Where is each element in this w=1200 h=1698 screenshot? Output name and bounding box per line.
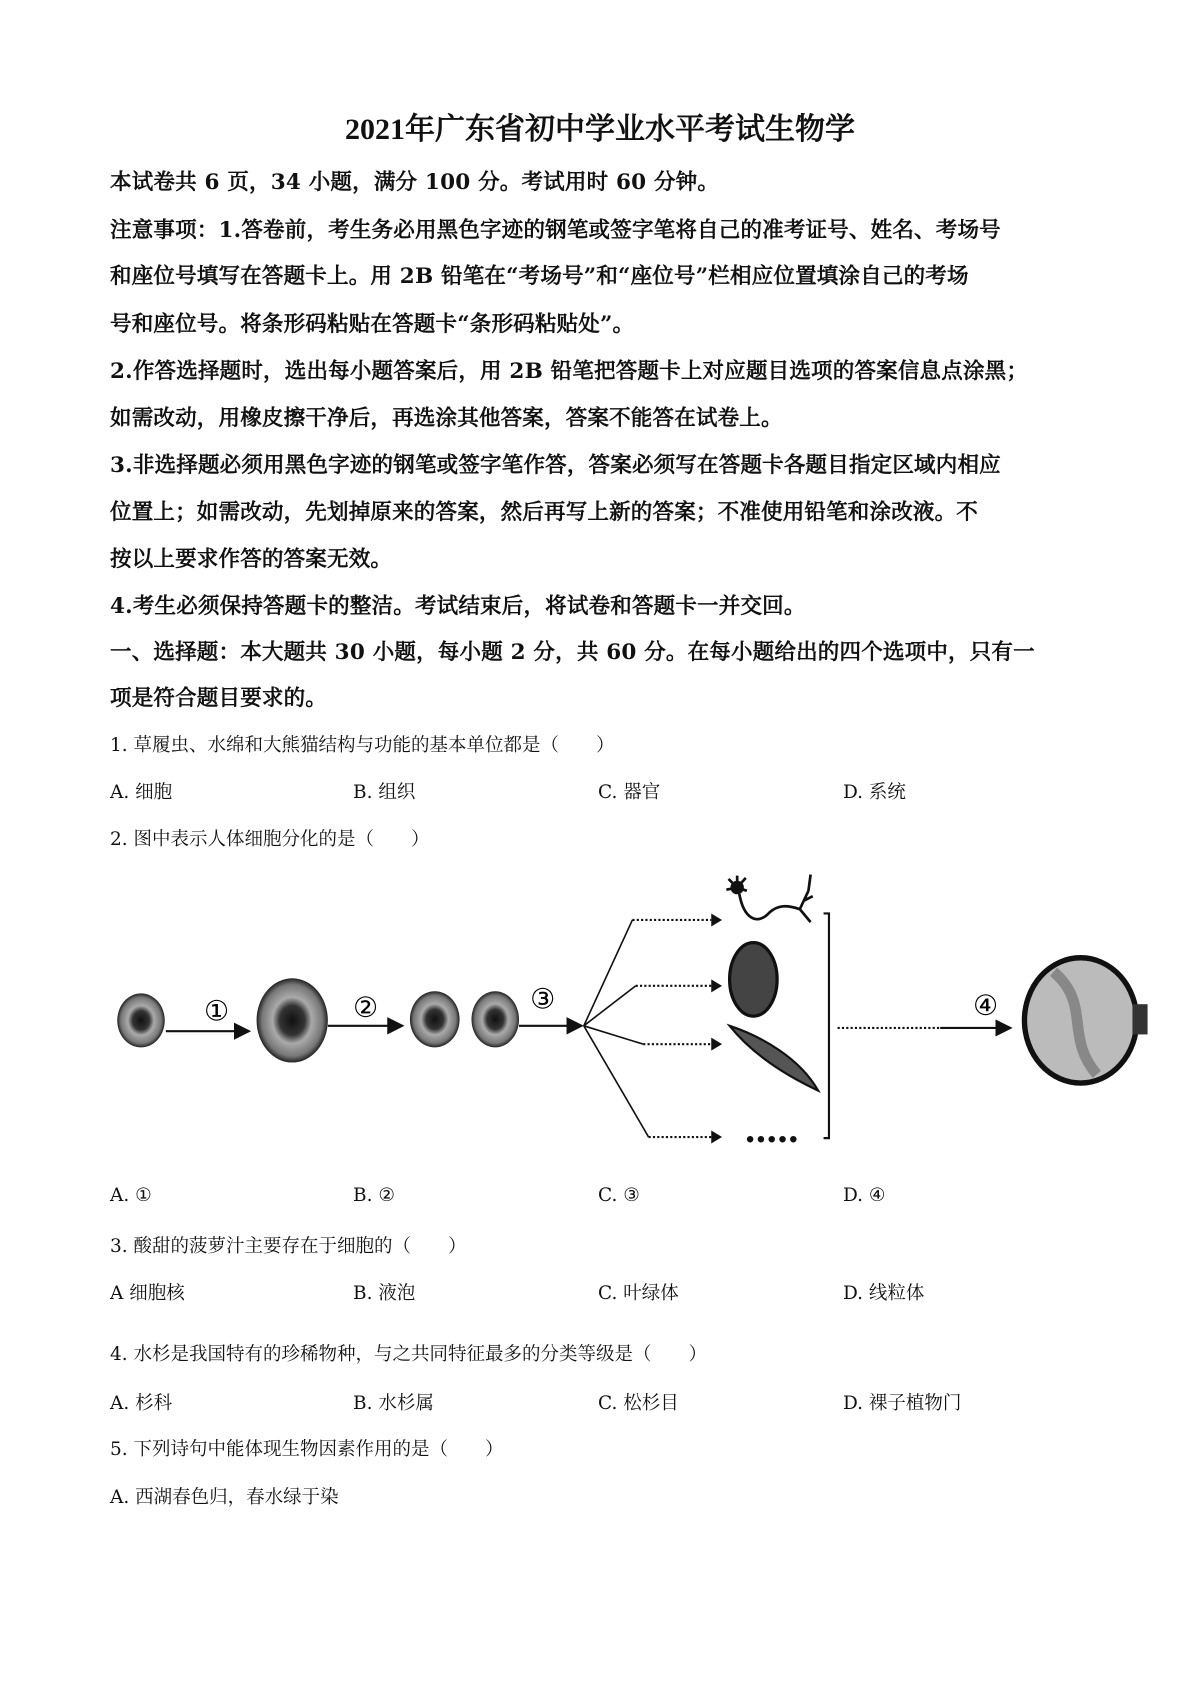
- option-d: D. 线粒体: [843, 1283, 925, 1304]
- option-a: A. 杉科: [110, 1393, 173, 1414]
- option-c: C. ③: [598, 1185, 640, 1206]
- option-b: B. 水杉属: [353, 1393, 434, 1414]
- option-b: B. ②: [353, 1185, 395, 1206]
- note-line: 注意事项：1.答卷前，考生务必用黑色字迹的钢笔或签字笔将自己的准考证号、姓名、考场号: [110, 218, 1001, 243]
- note-line: 如需改动，用橡皮擦干净后，再选涂其他答案，答案不能答在试卷上。: [110, 406, 783, 431]
- note-line: 位置上；如需改动，先划掉原来的答案，然后再写上新的答案；不准使用铅笔和涂改液。不: [110, 500, 979, 525]
- eyeball-icon: [1024, 958, 1147, 1083]
- section-heading: 一、选择题：本大题共 30 小题，每小题 2 分，共 60 分。在每小题给出的四个选项中，只有一: [110, 640, 1035, 665]
- label-3: ③: [530, 982, 556, 1016]
- question-2-stem: 2. 图中表示人体细胞分化的是（ ）: [110, 829, 430, 850]
- label-2: ②: [353, 991, 379, 1025]
- note-line: 3.非选择题必须用黑色字迹的钢笔或签字笔作答，答案必须写在答题卡各题目指定区域内相应: [110, 453, 1001, 478]
- label-1: ①: [204, 994, 230, 1028]
- option-b: B. 组织: [353, 782, 416, 803]
- option-d: D. 系统: [843, 782, 906, 803]
- option-a: A 细胞核: [110, 1283, 185, 1304]
- question-5-stem: 5. 下列诗句中能体现生物因素作用的是（ ）: [110, 1439, 504, 1460]
- option-d: D. 裸子植物门: [843, 1393, 962, 1414]
- section-heading: 项是符合题目要求的。: [110, 686, 328, 711]
- exam-intro: 本试卷共 6 页，34 小题，满分 100 分。考试用时 60 分钟。: [110, 170, 720, 195]
- option-c: C. 叶绿体: [598, 1283, 679, 1304]
- page-title: 2021年广东省初中学业水平考试生物学: [345, 113, 855, 146]
- option-d: D. ④: [843, 1185, 886, 1206]
- option-b: B. 液泡: [353, 1283, 416, 1304]
- option-c: C. 器官: [598, 782, 661, 803]
- stem-cell: [117, 993, 165, 1047]
- cell-differentiation-figure: [0, 853, 1200, 1177]
- question-1-stem: 1. 草履虫、水绵和大熊猫结构与功能的基本单位都是（ ）: [110, 735, 615, 756]
- label-4: ④: [972, 989, 999, 1022]
- option-a: A. 西湖春色归，春水绿于染: [110, 1487, 339, 1508]
- option-c: C. 松杉目: [598, 1393, 679, 1414]
- muscle-cell-icon: [730, 1026, 819, 1091]
- blood-cell-icon: [730, 943, 778, 1016]
- option-a: A. ①: [110, 1185, 152, 1206]
- note-line: 2.作答选择题时，选出每小题答案后，用 2B 铅笔把答题卡上对应题目选项的答案信息点涂黑；: [110, 359, 1029, 384]
- option-a: A. 细胞: [110, 782, 173, 803]
- daughter-cell: [471, 991, 519, 1047]
- enlarged-cell: [257, 978, 328, 1062]
- ellipsis-dots: [747, 1136, 797, 1142]
- note-line: 按以上要求作答的答案无效。: [110, 547, 393, 572]
- note-line: 和座位号填写在答题卡上。用 2B 铅笔在“考场号”和“座位号”栏相应位置填涂自己的考场: [110, 264, 969, 289]
- note-line: 4.考生必须保持答题卡的整洁。考试结束后，将试卷和答题卡一并交回。: [110, 594, 806, 619]
- question-4-stem: 4. 水杉是我国特有的珍稀物种，与之共同特征最多的分类等级是（ ）: [110, 1344, 708, 1365]
- note-line: 号和座位号。将条形码粘贴在答题卡“条形码粘贴处”。: [110, 312, 635, 337]
- neuron-icon: [726, 875, 812, 923]
- daughter-cell: [410, 991, 460, 1047]
- question-3-stem: 3. 酸甜的菠萝汁主要存在于细胞的（ ）: [110, 1236, 467, 1257]
- bracket: [824, 913, 829, 1138]
